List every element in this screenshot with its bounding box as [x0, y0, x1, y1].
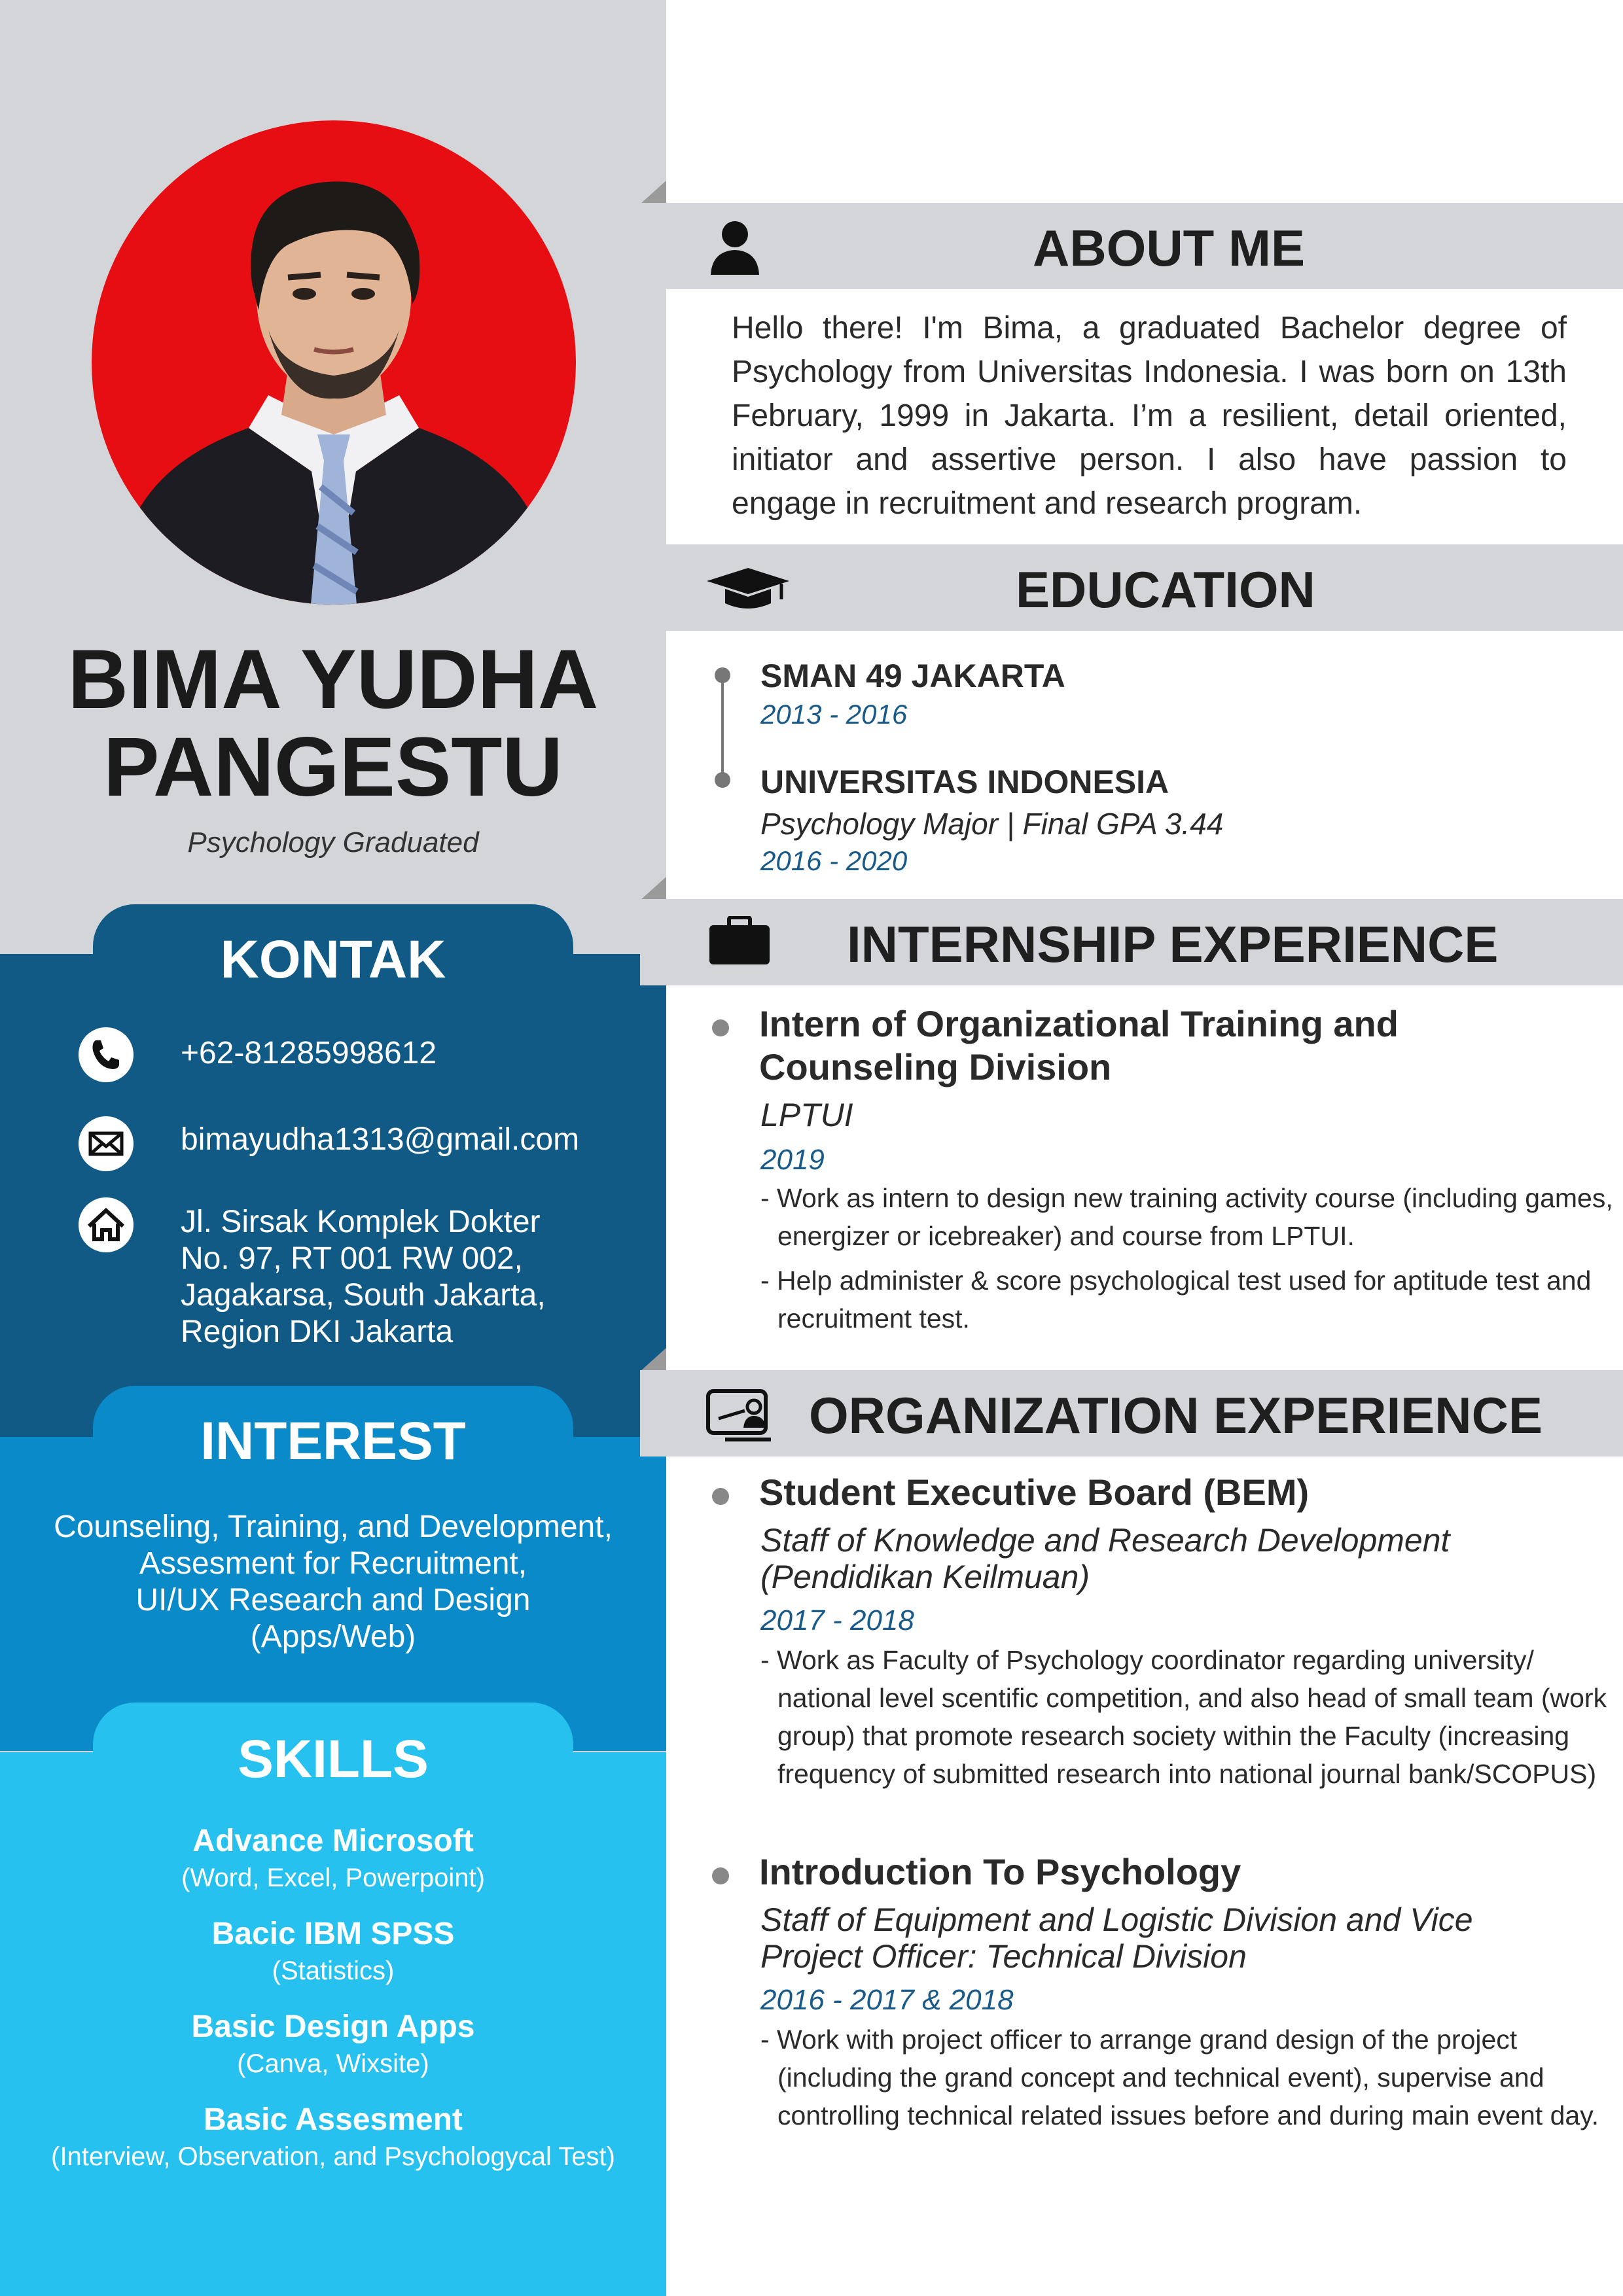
internship-header — [640, 899, 1623, 985]
section-fold — [640, 181, 666, 204]
person-portrait-icon — [92, 120, 576, 605]
education-header — [640, 544, 1623, 631]
experience-description: - Work as intern to design new training activity course (including games, energizer or icebreaker) and course from LPTUI. — [760, 1183, 1613, 1251]
skills-title: SKILLS — [238, 1729, 429, 1789]
experience-organization: Staff of Equipment and Logistic Division and Vice Project Officer: Technical Division — [760, 1901, 1473, 1975]
skill-detail: (Word, Excel, Powerpoint) — [181, 1863, 485, 1892]
section-fold — [640, 1348, 666, 1371]
list-bullet — [712, 1488, 729, 1505]
education-title: EDUCATION — [1016, 561, 1315, 618]
timeline-dot — [715, 772, 730, 788]
experience-year: 2016 - 2017 & 2018 — [760, 1984, 1014, 2016]
timeline-dot — [715, 667, 730, 683]
experience-description: - Work with project officer to arrange grand design of the project (including the grand concept and technical event), supervise and controlling technical related issues before and during main event day. — [760, 2024, 1599, 2130]
skill-name: Basic Design Apps — [191, 2009, 475, 2044]
experience-organization: Staff of Knowledge and Research Development (Pendidikan Keilmuan) — [760, 1522, 1450, 1595]
education-years: 2013 - 2016 — [760, 699, 908, 730]
internship-title: INTERNSHIP EXPERIENCE — [847, 915, 1499, 973]
skill-detail: (Interview, Observation, and Psychologycal Test) — [51, 2142, 615, 2171]
list-bullet — [712, 1019, 729, 1036]
education-major: Psychology Major | Final GPA 3.44 — [760, 807, 1224, 841]
section-fold — [640, 877, 666, 900]
experience-title: Introduction To Psychology — [759, 1851, 1241, 1892]
experience-description: - Work as Faculty of Psychology coordinator regarding university/ national level scentific competition, and also head of small team (work group) that promote research society within the Faculty (increasing frequency of submitted research into national journal bank/SCOPUS) — [760, 1645, 1607, 1789]
profile-name-line2: PANGESTU — [103, 720, 563, 814]
experience-description: - Help administer & score psychological test used for aptitude test and recruitment test. — [760, 1265, 1592, 1333]
email-address: bimayudha1313@gmail.com — [181, 1122, 580, 1157]
kontak-title: KONTAK — [220, 930, 446, 989]
education-timeline — [721, 677, 724, 779]
education-years: 2016 - 2020 — [760, 845, 908, 876]
home-icon — [79, 1197, 134, 1252]
phone-icon — [79, 1027, 134, 1082]
profile-photo — [92, 120, 576, 605]
about-header — [640, 203, 1623, 289]
phone-number: +62-81285998612 — [181, 1036, 437, 1070]
skill-detail: (Statistics) — [272, 1956, 395, 1985]
presentation-icon — [705, 1387, 777, 1442]
profile-name-line1: BIMA YUDHA — [67, 633, 599, 726]
kontak-section — [0, 954, 666, 1438]
interest-title: INTEREST — [200, 1411, 466, 1471]
experience-year: 2019 — [760, 1144, 825, 1176]
skill-detail: (Canva, Wixsite) — [237, 2049, 429, 2078]
graduation-cap-icon — [705, 567, 791, 612]
mail-icon — [79, 1116, 134, 1171]
organization-header — [640, 1370, 1623, 1457]
organization-title: ORGANIZATION EXPERIENCE — [809, 1386, 1543, 1444]
about-text: Hello there! I'm Bima, a graduated Bachelor degree of Psychology from Universitas Indonesia. I was born on 13th February, 1999 in Jakarta. I’m a resilient, detail oriented, initiator and assertive person. I also have passion to engage in recruitment and research program. — [732, 311, 1567, 521]
list-bullet — [712, 1867, 729, 1884]
experience-year: 2017 - 2018 — [760, 1604, 914, 1636]
skill-name: Advance Microsoft — [192, 1824, 474, 1858]
briefcase-icon — [708, 916, 771, 966]
experience-organization: LPTUI — [760, 1097, 853, 1133]
about-title: ABOUT ME — [1033, 219, 1305, 277]
skill-name: Bacic IBM SPSS — [211, 1916, 455, 1951]
interest-text: Counseling, Training, and Development, Assesment for Recruitment, UI/UX Research and Design (Apps/Web) — [54, 1510, 613, 1654]
profile-subtitle: Psychology Graduated — [187, 826, 479, 858]
education-school: SMAN 49 JAKARTA — [760, 658, 1065, 694]
person-icon — [705, 217, 764, 276]
experience-title: Intern of Organizational Training and Counseling Division — [759, 1003, 1399, 1087]
sidebar — [0, 0, 666, 2296]
education-school: UNIVERSITAS INDONESIA — [760, 764, 1169, 800]
address-text: Jl. Sirsak Komplek Dokter No. 97, RT 001 RW 002, Jagakarsa, South Jakarta, Region DKI Jakarta — [181, 1205, 546, 1349]
experience-title: Student Executive Board (BEM) — [759, 1472, 1310, 1513]
skill-name: Basic Assesment — [204, 2102, 463, 2137]
